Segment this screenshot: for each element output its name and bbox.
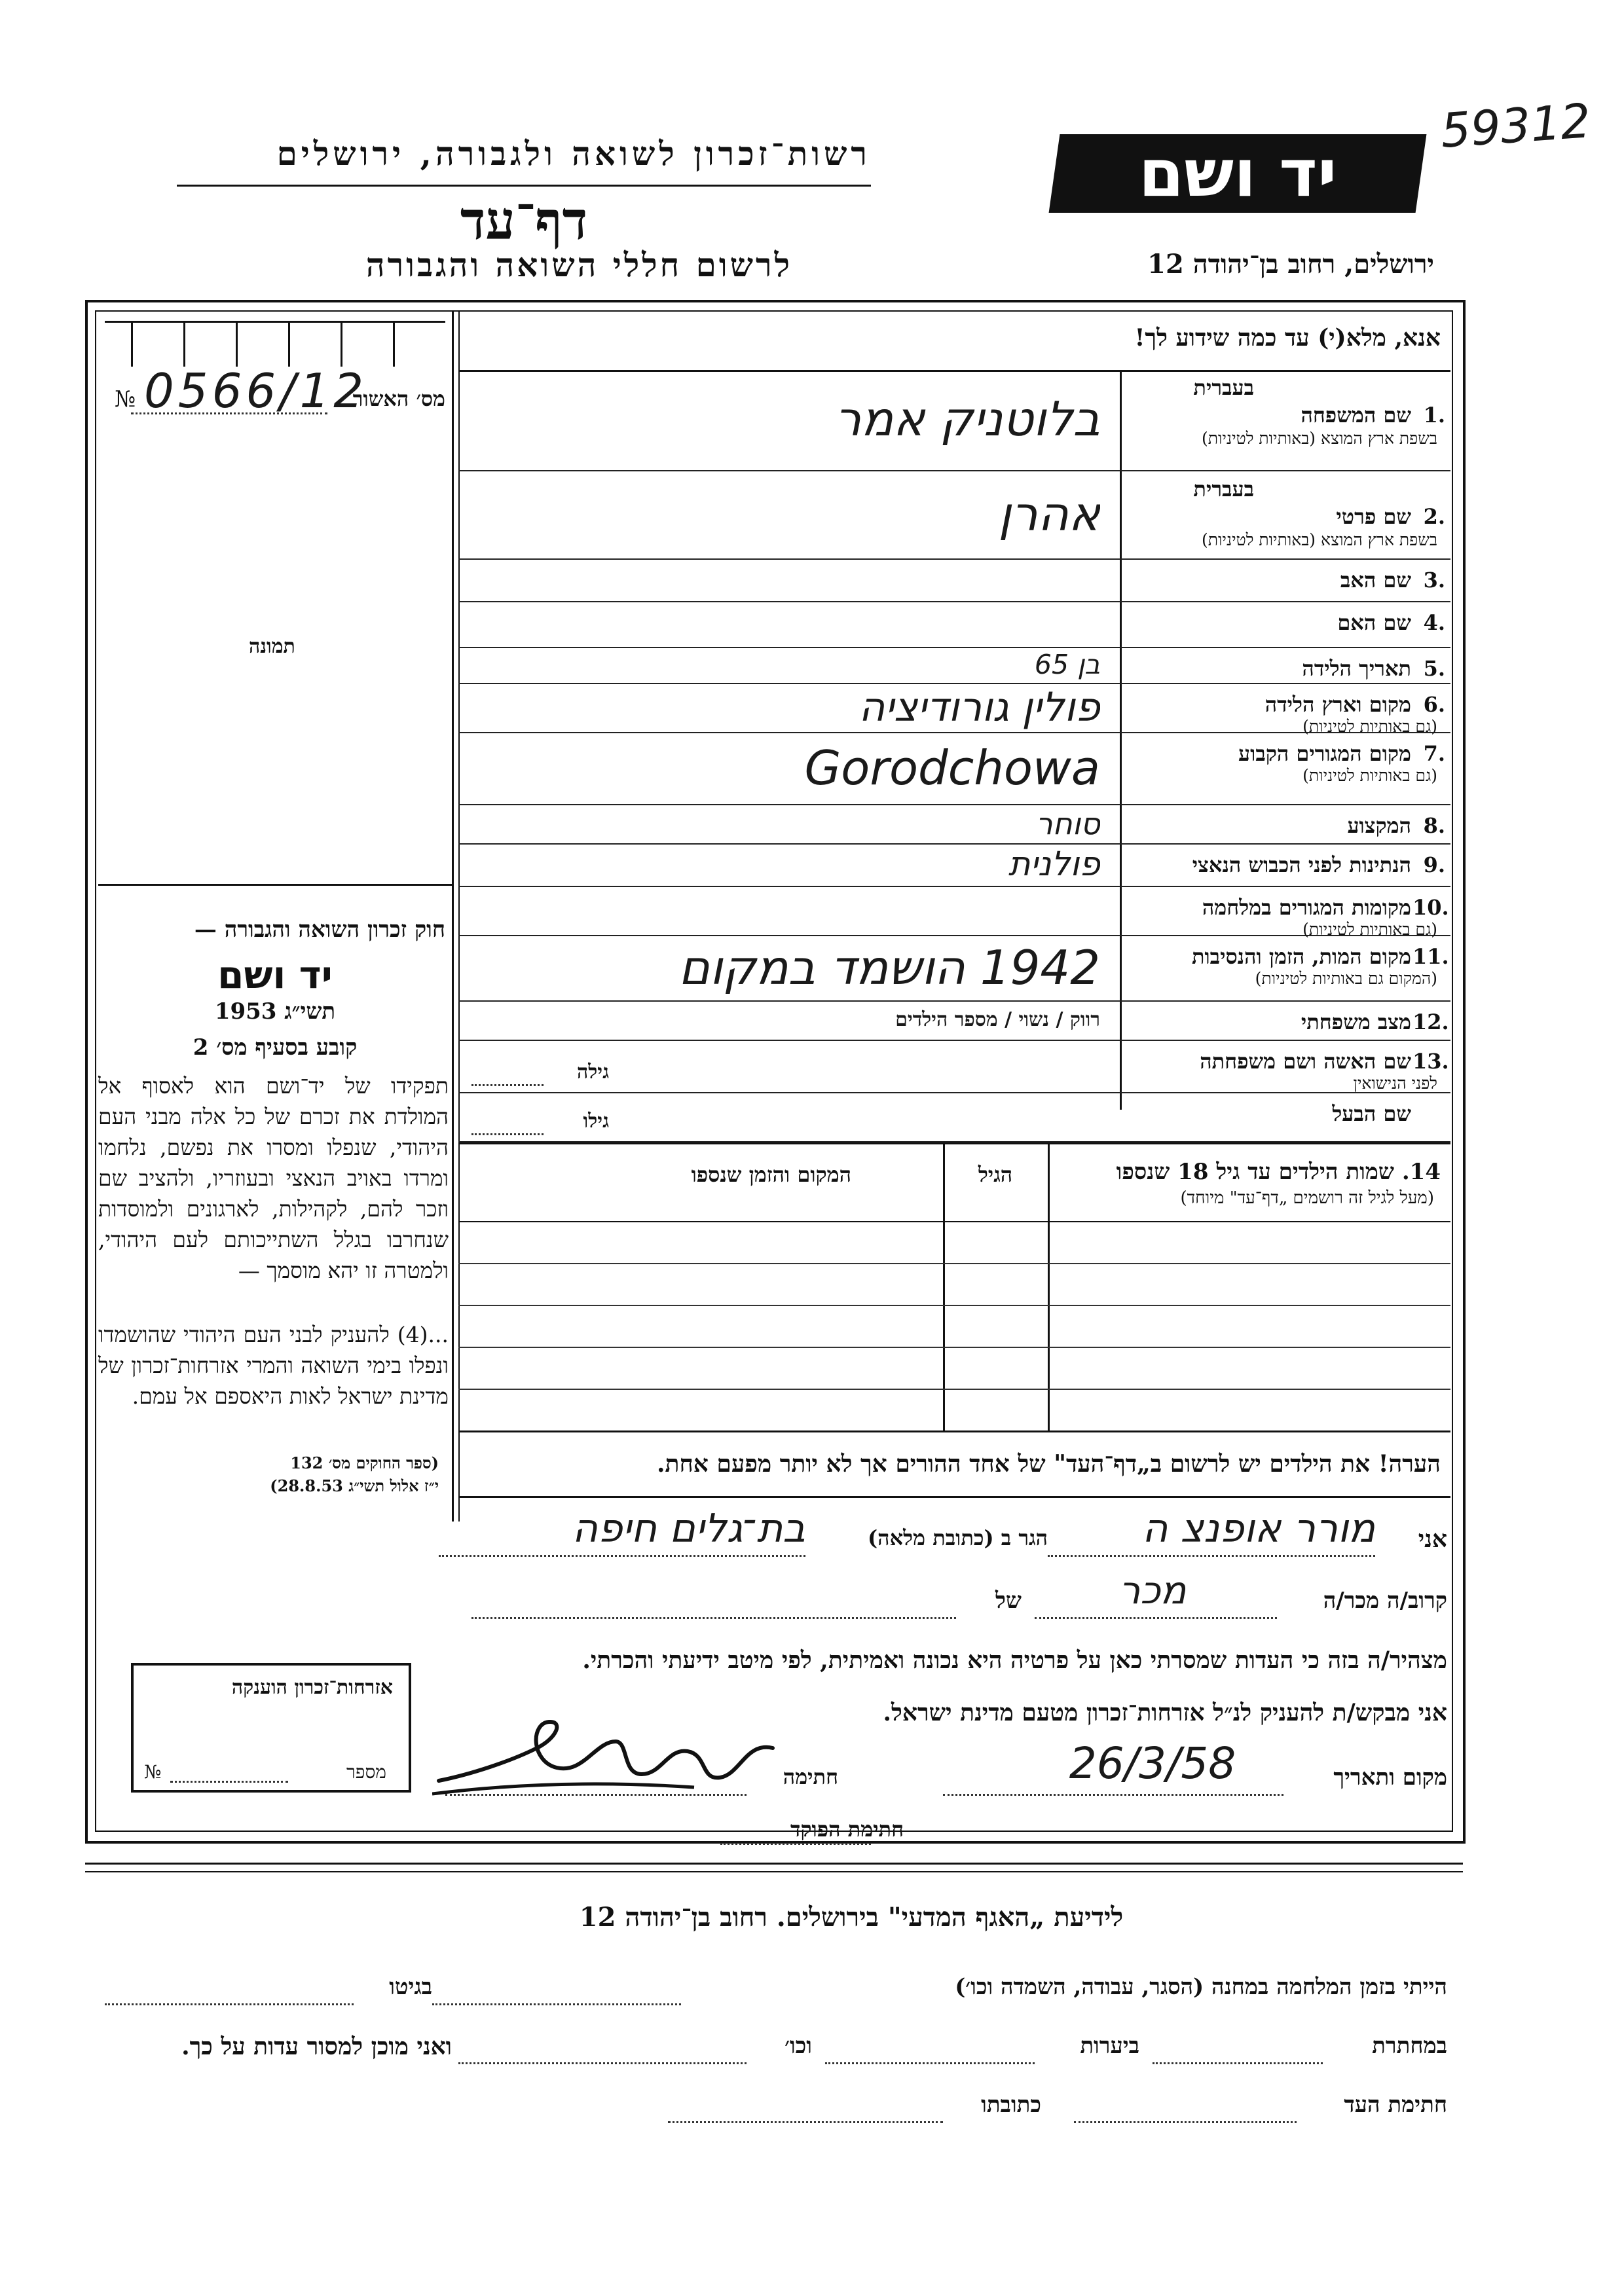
declaration-place-date-dots	[943, 1794, 1283, 1796]
field-row	[458, 936, 1450, 1002]
children-col-age: הגיל	[978, 1162, 1013, 1187]
field-number: 2.	[1423, 504, 1445, 529]
citizenship-box-title: אזרחות־זכרון הוענקה	[231, 1676, 393, 1699]
children-top-rule	[458, 1142, 1450, 1144]
field-value[interactable]: פולין גורודיציה	[858, 684, 1100, 731]
field-value[interactable]: Gorodchowa	[804, 740, 1100, 795]
field-label: תאריך הלידה	[1302, 656, 1411, 681]
field-number: 7.	[1423, 741, 1445, 766]
field-value[interactable]	[471, 887, 1100, 934]
children-row[interactable]	[458, 1305, 1450, 1306]
approval-value: 0566/12	[144, 363, 368, 418]
field-sublabel: בשפת ארץ המוצא (באותיות לטיניות)	[1202, 530, 1437, 549]
field-label: מקומות המגורים במלחמה	[1202, 895, 1411, 920]
field-label: מקום וארץ הלידה	[1264, 692, 1411, 717]
field-lang-label: בעברית	[1193, 477, 1254, 501]
declaration-relative-value: מכר	[1118, 1568, 1187, 1613]
declaration-relative-dots	[1035, 1617, 1277, 1619]
wife-age-label-dots	[471, 1084, 544, 1086]
field-value[interactable]: אהרן	[998, 486, 1100, 541]
children-row[interactable]	[458, 1263, 1450, 1264]
field-value[interactable]: בלוטניק אמר	[834, 392, 1100, 446]
declaration-resides-label: הגר ב (כתובת מלאה)	[868, 1525, 1048, 1550]
field-sublabel: (גם באותיות לטיניות)	[1302, 920, 1437, 939]
law-year: תשי״ג 1953	[214, 998, 336, 1025]
field-sublabel: לפני הנישואין	[1353, 1074, 1437, 1093]
header-rule	[177, 185, 871, 187]
field-row	[458, 471, 1450, 560]
field-value[interactable]: סוחר	[1035, 806, 1100, 841]
field-row	[458, 648, 1450, 684]
children-sub: (מעל לגיל זה רושמים „דף־עד" מיוחד)	[1180, 1188, 1434, 1208]
declaration-address-dots	[439, 1555, 805, 1557]
declaration-declare-text: מצהיר/ה בזה כי העדות שמסרתי כאן על פרטיה היא נכונה ואמיתית, לפי מיטב ידיעתי והכרתי.	[582, 1647, 1447, 1674]
note-rule	[458, 1496, 1450, 1498]
children-row[interactable]	[458, 1389, 1450, 1390]
field-number: 6.	[1423, 692, 1445, 717]
field-number: 3.	[1423, 568, 1445, 592]
field-label: מקום המות, הזמן והנסיבות	[1191, 944, 1411, 969]
field-label: שם האב	[1340, 568, 1411, 592]
husband-age-label: גילו	[583, 1110, 609, 1133]
field-row	[458, 602, 1450, 648]
bottom-line1-a: הייתי בזמן המלחמה במחנה (הסגר, עבודה, השמדה וכו׳)	[955, 1974, 1447, 2000]
law-ref-date: י״ז אלול תשי״ג 28.8.53)	[270, 1476, 439, 1495]
bottom-line2-dots-c	[458, 2062, 747, 2064]
declaration-signature-label: חתימה	[783, 1764, 838, 1789]
field-row	[458, 845, 1450, 887]
declaration-relative-label: קרוב/ה מכר/ה	[1323, 1588, 1447, 1614]
bottom-line1-dots-b	[105, 2003, 354, 2005]
bottom-title: לידיעת „האגף המדעי" בירושלים. רחוב בן־יהודה 12	[579, 1902, 1124, 1933]
authority-line: רשות־זכרון לשואה ולגבורה, ירושלים	[276, 134, 871, 173]
field-label: מקום המגורים הקבוע	[1238, 741, 1411, 766]
children-bottom-rule	[458, 1430, 1450, 1432]
declaration-official-signature-label: חתימת הפוקד	[790, 1817, 904, 1842]
declaration-i-dots	[1048, 1555, 1375, 1557]
field-label: שם הבעל	[1332, 1101, 1411, 1126]
law-text: תפקידו של יד־ושם הוא לאסוף אל המולדת את זכרם של כל אלה מבני העם היהודי, שנפלו ומסרו את נפשם, נלחמו ומרדו באויב הנאצי ובעוזריו, ולהציב שם וזכר להם, לקהילות, לארגונים ולמוסדות שנחרבו בגלל השתייכותם לעם היהודי, ולמטרה זו יהא מוסמך —	[98, 1073, 449, 1283]
field-value[interactable]	[471, 602, 1100, 646]
field-number: 12.	[1412, 1010, 1449, 1034]
field-sublabel: בשפת ארץ המוצא (באותיות לטיניות)	[1202, 429, 1437, 448]
declaration-request-text: אני מבקש/ת להעניק לנ״ל אזרחות־זכרון מטעם מדינת ישראל.	[883, 1699, 1447, 1726]
bottom-line1-dots-a	[432, 2003, 681, 2005]
children-col-divider-1	[943, 1142, 945, 1430]
citizenship-box-no: №	[144, 1761, 162, 1783]
field-row	[458, 887, 1450, 939]
field-label: שם האשה ושם משפחתה	[1200, 1049, 1411, 1074]
field-row	[458, 560, 1450, 602]
field-label: שם האם	[1337, 610, 1411, 635]
bottom-line3-dots-b	[668, 2121, 943, 2123]
declaration-address-value: בת־גלים חיפה	[572, 1506, 805, 1552]
bottom-line3-b: כתובתו	[981, 2092, 1041, 2118]
law-ref: (ספר החוקים מס׳ 132	[290, 1453, 439, 1472]
approval-boxes	[105, 321, 445, 367]
law-logo: יד ושם	[217, 953, 333, 997]
approval-dotline	[131, 412, 327, 414]
field-value[interactable]: רווק / נשוי / מספר הילדים	[895, 1008, 1100, 1031]
field-number: 4.	[1423, 610, 1445, 635]
law-text-2: ...(4) להעניק לבני העם היהודי שהושמדו ונפלו בימי השואה והמרי אזרחות־זכרון של מדינת ישראל לאות היאספם אל עמם.	[98, 1322, 449, 1409]
bottom-line3-dots-a	[1074, 2121, 1297, 2123]
address: ירושלים, רחוב בן־יהודה 12	[1147, 249, 1434, 280]
field-label: שם פרטי	[1336, 504, 1411, 529]
field-number: 10.	[1412, 895, 1449, 920]
children-header-rule	[458, 1221, 1450, 1222]
citizenship-box-dots	[170, 1781, 288, 1783]
bottom-line2-a: במחתרת	[1372, 2033, 1447, 2059]
field-lang-label: בעברית	[1193, 375, 1254, 400]
field-sublabel: (גם באותיות לטיניות)	[1302, 717, 1437, 736]
file-number: 59312	[1439, 93, 1593, 158]
declaration-i-value: מורר אופנצ ה	[1142, 1506, 1375, 1552]
field-row	[458, 733, 1450, 805]
bottom-line2-b: ביערות	[1080, 2033, 1139, 2059]
field-value[interactable]	[471, 560, 1100, 600]
field-value[interactable]: פולנית	[1008, 845, 1100, 884]
instructions: אנא, מלא(י) עד כמה שידוע לך!	[1134, 324, 1441, 352]
field-value[interactable]: 1942 הושמד במקום	[678, 940, 1100, 995]
field-row	[458, 370, 1450, 471]
declaration-place-date-label: מקום ותאריך	[1333, 1764, 1447, 1791]
approval-label: מס׳ האשור	[352, 386, 445, 411]
law-section: קובע בסעיף מס׳ 2	[193, 1034, 358, 1061]
approval-no: №	[115, 386, 136, 412]
field-label: מצב משפחתי	[1301, 1010, 1411, 1034]
citizenship-box-number-label: מספר	[346, 1761, 386, 1783]
children-row[interactable]	[458, 1347, 1450, 1348]
field-row	[458, 805, 1450, 845]
field-sublabel: (גם באותיות לטיניות)	[1302, 766, 1437, 785]
note: הערה! את הילדים יש לרשום ב„דף־העד" של אחד ההורים אך לא יותר מפעם אחת.	[656, 1450, 1441, 1478]
field-number: 13.	[1412, 1049, 1449, 1074]
field-number: 11.	[1412, 944, 1449, 969]
field-number: 1.	[1423, 403, 1445, 428]
children-title: 14. שמות הילדים עד גיל 18 שנספו	[1116, 1159, 1441, 1185]
form-subtitle: לרשום חללי השואה והגבורה	[365, 246, 792, 284]
field-number: 8.	[1423, 813, 1445, 838]
field-label: הנתינות לפני הכבוש הנאצי	[1192, 852, 1411, 877]
field-number: 5.	[1423, 656, 1445, 681]
bottom-divider	[85, 1863, 1463, 1865]
husband-age-label-dots	[471, 1133, 544, 1135]
signature-scribble	[432, 1702, 786, 1800]
declaration-i-label: אני	[1418, 1525, 1447, 1553]
field-label: שם המשפחה	[1301, 403, 1411, 428]
children-col-divider-2	[1048, 1142, 1050, 1430]
field-label: המקצוע	[1347, 813, 1411, 838]
bottom-divider-2	[85, 1871, 1463, 1872]
bottom-line3-a: חתימת העד	[1344, 2092, 1447, 2118]
bottom-line2-dots-a	[1153, 2062, 1323, 2064]
form-title: דף־עד	[460, 190, 588, 251]
law-title: חוק זכרון השואה והגבורה —	[194, 917, 445, 943]
bottom-line2-dots-b	[825, 2062, 1035, 2064]
children-col-place: המקום והזמן שנספו	[691, 1162, 851, 1187]
bottom-line1-b: בגיטו	[389, 1974, 432, 2000]
bottom-line2-d: ואני מוכן למסור עדות על כך.	[181, 2033, 452, 2060]
logo-text: יד ושם	[1138, 135, 1337, 211]
declaration-of-label: של	[995, 1588, 1022, 1614]
photo-label: תמונה	[249, 635, 295, 658]
declaration-of-dots	[471, 1617, 956, 1619]
field-sublabel: (המקום גם באותיות לטיניות)	[1255, 969, 1437, 988]
left-panel-border	[452, 310, 454, 1522]
declaration-place-date-value: 26/3/58	[1069, 1738, 1236, 1789]
field-value[interactable]: בן 65	[1034, 649, 1100, 680]
field-number: 9.	[1423, 852, 1445, 877]
field-row	[458, 1002, 1450, 1041]
declaration-official-dots	[720, 1843, 871, 1845]
bottom-line2-c: וכו׳	[784, 2033, 812, 2059]
law-divider	[98, 884, 452, 886]
field-row	[458, 684, 1450, 736]
wife-age-label: גילה	[576, 1061, 609, 1084]
